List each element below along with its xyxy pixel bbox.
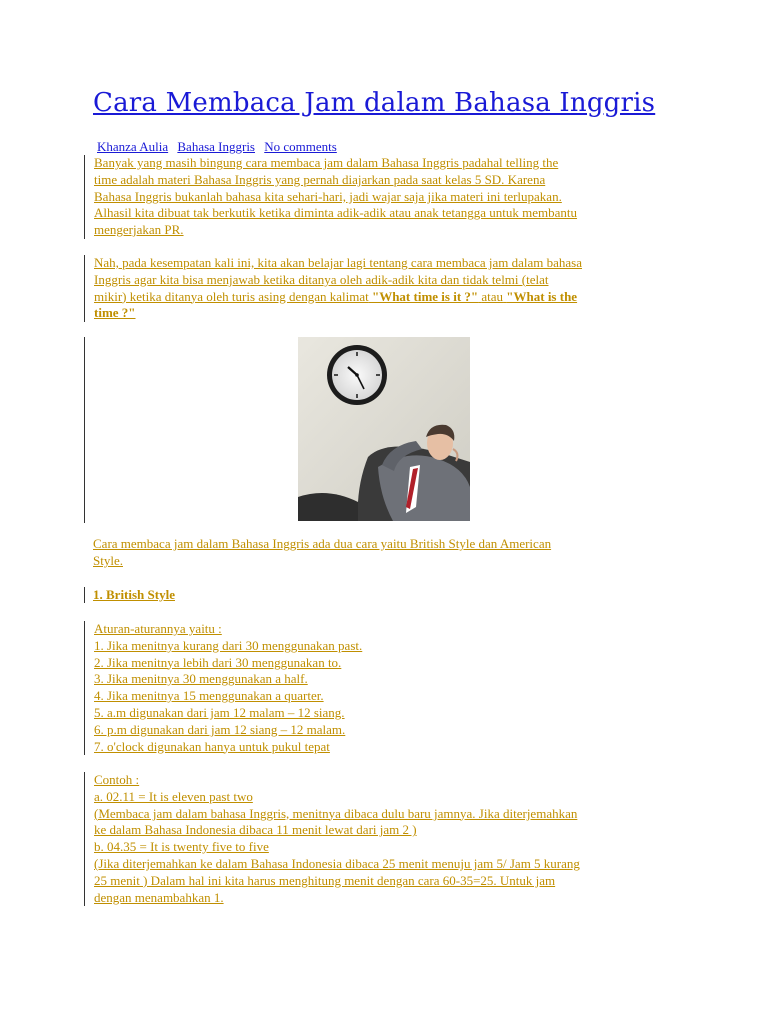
list-item: 3. Jika menitnya 30 menggunakan a half. [94, 671, 308, 687]
list-item: (Membaca jam dalam bahasa Inggris, menitnya dibaca dulu baru jamnya. Jika diterjemahkan [94, 805, 578, 821]
list-item: dengan menambahkan 1. [94, 889, 224, 905]
examples-list [84, 772, 684, 906]
list-item: b. 04.35 = It is twenty five to five [94, 839, 269, 855]
list-item: 4. Jika menitnya 15 menggunakan a quarter. [94, 688, 324, 704]
quote-bar [84, 337, 86, 523]
list-item: 7. o'clock digunakan hanya untuk pukul tepat [94, 738, 330, 754]
question-2b: time ?" [94, 305, 136, 321]
category-link[interactable]: Bahasa Inggris [177, 139, 255, 154]
list-item: Contoh : [94, 772, 140, 787]
text-line: Nah, pada kesempatan kali ini, kita akan belajar lagi tentang cara membaca jam dalam bahasa [94, 255, 583, 270]
list-item: a. 02.11 = It is eleven past two [94, 788, 253, 804]
list-item: (Jika diterjemahkan ke dalam Bahasa Indonesia dibaca 25 menit menuju jam 5/ Jam 5 kurang [94, 855, 580, 871]
list-item: 6. p.m digunakan dari jam 12 siang – 12 malam. [94, 721, 346, 737]
text-line: Inggris agar kita bisa menjawab ketika ditanya oleh adik-adik kita dan tidak telmi (telat [94, 271, 549, 287]
text-segment: mikir) ketika ditanya oleh turis asing dengan kalimat [94, 288, 369, 304]
text-line: Cara membaca jam dalam Bahasa Inggris ada dua cara yaitu British Style dan American [93, 536, 552, 551]
author-link[interactable]: Khanza Aulia [97, 139, 169, 154]
text-line: Style. [93, 552, 123, 568]
question-2a: "What is the [506, 288, 578, 304]
connector-text: atau [481, 288, 504, 304]
list-item: 5. a.m digunakan dari jam 12 malam – 12 siang. [94, 704, 345, 720]
caption-text [93, 536, 653, 570]
text-line: Banyak yang masih bingung cara membaca jam dalam Bahasa Inggris padahal telling the [94, 155, 559, 170]
rules-list [84, 621, 684, 755]
question-1: "What time is it ?" [371, 288, 479, 304]
page-title[interactable]: Cara Membaca Jam dalam Bahasa Inggris [93, 88, 656, 118]
post-meta [97, 139, 343, 155]
clock-man-photo-icon [298, 337, 470, 521]
quote-bar [84, 587, 85, 603]
text-line [94, 289, 684, 306]
text-line: Bahasa Inggris bukanlah bahasa kita sehari-hari, jadi wajar saja jika materi ini terlupakan. [94, 188, 562, 204]
second-paragraph [84, 255, 684, 322]
british-style-heading: 1. British Style [93, 587, 175, 602]
list-item: Aturan-aturannya yaitu : [94, 621, 222, 636]
text-line [94, 305, 684, 322]
text-line: Alhasil kita dibuat tak berkutik ketika diminta adik-adik atau anak tetangga untuk membantu [94, 205, 578, 221]
intro-paragraph [84, 155, 684, 239]
text-line: mengerjakan PR. [94, 222, 184, 238]
list-item: 2. Jika menitnya lebih dari 30 menggunakan to. [94, 654, 342, 670]
list-item: ke dalam Bahasa Indonesia dibaca 11 menit lewat dari jam 2 ) [94, 822, 417, 838]
list-item: 25 menit ) Dalam hal ini kita harus menghitung menit dengan cara 60-35=25. Untuk jam [94, 872, 556, 888]
comments-link[interactable]: No comments [264, 139, 337, 154]
list-item: 1. Jika menitnya kurang dari 30 menggunakan past. [94, 637, 363, 653]
text-line: time adalah materi Bahasa Inggris yang pernah diajarkan pada saat kelas 5 SD. Karena [94, 171, 546, 187]
